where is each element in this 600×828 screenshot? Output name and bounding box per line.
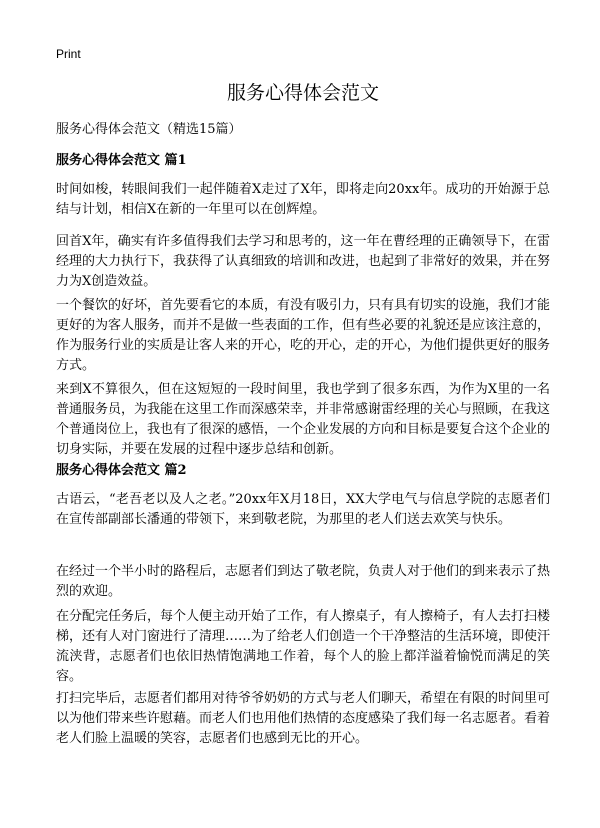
paragraph: 在分配完任务后，每个人便主动开始了工作，有人擦桌子，有人擦椅子，有人去打扫楼梯，还有人对门窗进行了清理……为了给老人们创造一个干净整洁的生活环境，即使汗流浃背，志愿者们也依旧热情饱满地工作着，每个人的脸上都洋溢着愉悦而满足的笑容。: [56, 609, 551, 684]
section-heading-2: 服务心得体会范文 篇2: [56, 463, 187, 478]
document-subtitle: 服务心得体会范文（精选15篇）: [56, 122, 242, 137]
print-link[interactable]: Print: [56, 47, 81, 61]
paragraph: 时间如梭，转眼间我们一起伴随着X走过了X年，即将走向20xx年。成功的开始源于总结与计划，相信X在新的一年里可以在创辉煌。: [56, 182, 550, 217]
paragraph: 回首X年，确实有许多值得我们去学习和思考的，这一年在曹经理的正确领导下，在雷经理的大力执行下，我获得了认真细致的培训和改进，也起到了非常好的效果，并在努力为X创造效益。: [56, 234, 551, 289]
paragraph: 在经过一个半小时的路程后，志愿者们到达了敬老院，负责人对于他们的到来表示了热烈的欢迎。: [56, 564, 551, 599]
section-heading-1: 服务心得体会范文 篇1: [56, 153, 187, 168]
paragraph: 来到X不算很久，但在这短短的一段时间里，我也学到了很多东西，为作为X里的一名普通服务员，为我能在这里工作而深感荣幸，并非常感谢雷经理的关心与照顾，在我这个普通岗位上，我也有了很深的感悟，一个企业发展的方向和目标是要复合这个企业的切身实际，并要在发展的过程中逐步总结和创新。: [56, 382, 551, 457]
page-title: 服务心得体会范文: [226, 82, 379, 104]
paragraph: 打扫完毕后，志愿者们都用对待爷爷奶奶的方式与老人们聊天，希望在有限的时间里可以为他们带来些许慰藉。而老人们也用他们热情的态度感染了我们每一名志愿者。看着老人们脸上温暖的笑容，志愿者们也感到无比的开心。: [56, 691, 551, 746]
paragraph: 古语云，“老吾老以及人之老。”20xx年X月18日，XX大学电气与信息学院的志愿者们在宣传部副部长潘通的带领下，来到敬老院，为那里的老人们送去欢笑与快乐。: [56, 492, 550, 527]
paragraph: 一个餐饮的好坏，首先要看它的本质，有没有吸引力，只有具有切实的设施，我们才能更好的为客人服务，而并不是做一些表面的工作，但有些必要的礼貌还是应该注意的，作为服务行业的实质是让客人来的开心，吃的开心，走的开心，为他们提供更好的服务方式。: [56, 298, 551, 373]
